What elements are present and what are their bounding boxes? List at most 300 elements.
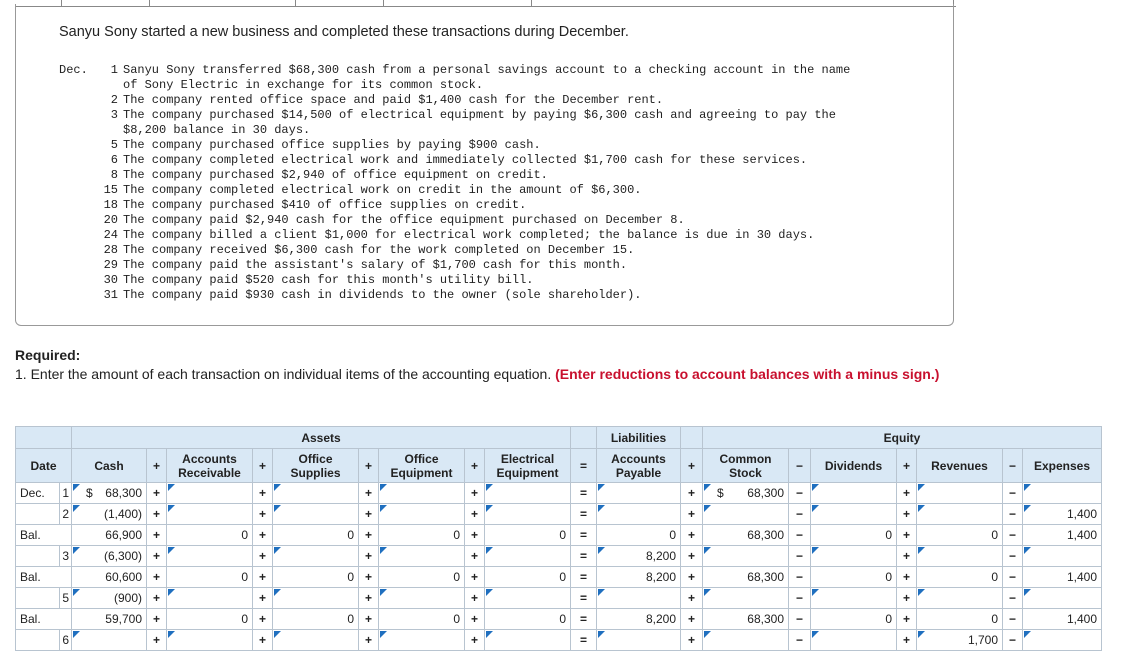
plus-sign: + (147, 609, 167, 630)
dividends-input[interactable] (811, 483, 897, 504)
dividends-input[interactable] (811, 546, 897, 567)
electrical-equipment-value (485, 547, 570, 566)
electrical-equipment-input[interactable] (485, 546, 571, 567)
plus-sign: + (465, 546, 485, 567)
common-stock-value (703, 631, 788, 650)
dollar-sign: $ (86, 486, 93, 500)
input-flag-icon (704, 631, 711, 638)
transaction-day: 5 (110, 138, 118, 152)
cash-balance: 66,900 (72, 525, 147, 546)
plus-sign: + (465, 525, 485, 546)
minus-sign: − (789, 630, 811, 651)
office-supplies-value (273, 547, 358, 566)
plus-sign: + (681, 525, 703, 546)
dividends-input[interactable] (811, 630, 897, 651)
dividends-balance: 0 (811, 525, 897, 546)
transaction-row (16, 588, 1102, 609)
equity-group-header: Equity (703, 427, 1102, 449)
minus-sign: − (1003, 609, 1023, 630)
electrical-equipment-input[interactable] (485, 630, 571, 651)
transaction-text: The company billed a client $1,000 for electrical work completed; the balance is due in 30 days. (123, 228, 815, 242)
transaction-day: 2 (110, 93, 118, 107)
minus-sign: − (789, 483, 811, 504)
revenues-input[interactable] (917, 504, 1003, 525)
transaction-text: The company paid $2,940 cash for the office equipment purchased on December 8. (123, 213, 685, 227)
office-supplies-input[interactable] (273, 546, 359, 567)
input-flag-icon (812, 505, 819, 512)
minus-sign: − (789, 588, 811, 609)
electrical-equipment-value (485, 505, 570, 524)
input-flag-icon (704, 547, 711, 554)
office-equipment-value (379, 589, 464, 608)
input-flag-icon (812, 631, 819, 638)
revenues-balance: 0 (917, 525, 1003, 546)
row-day: 2 (60, 504, 72, 525)
transaction-text: The company received $6,300 cash for the work completed on December 15. (123, 243, 635, 257)
cash-input[interactable] (72, 483, 147, 504)
plus-sign: + (465, 588, 485, 609)
input-flag-icon (704, 505, 711, 512)
office-supplies-input[interactable] (273, 504, 359, 525)
electrical-equipment-input[interactable] (485, 504, 571, 525)
minus-sign: − (1003, 567, 1023, 588)
plus-sign: + (465, 449, 485, 483)
plus-sign: + (253, 630, 273, 651)
transaction-day: 3 (110, 108, 118, 122)
revenues-value (917, 484, 1002, 503)
input-flag-icon (598, 589, 605, 596)
input-flag-icon (1024, 631, 1031, 638)
input-flag-icon (380, 505, 387, 512)
expenses-input[interactable] (1023, 546, 1102, 567)
office-supplies-value (273, 505, 358, 524)
input-flag-icon (380, 484, 387, 491)
office-supplies-balance: 0 (273, 609, 359, 630)
plus-sign: + (897, 567, 917, 588)
dividends-value (811, 505, 896, 524)
electrical-equipment-balance: 0 (485, 567, 571, 588)
input-flag-icon (598, 547, 605, 554)
input-flag-icon (168, 505, 175, 512)
transaction-day: 29 (103, 258, 118, 272)
transaction-text: Sanyu Sony transferred $68,300 cash from a personal savings account to a checking account in the name (123, 63, 851, 77)
plus-sign: + (681, 449, 703, 483)
plus-sign: + (359, 546, 379, 567)
revenues-input[interactable] (917, 483, 1003, 504)
accounts-receivable-value (167, 505, 252, 524)
transaction-day: 8 (110, 168, 118, 182)
plus-sign: + (681, 483, 703, 504)
transaction-text: The company purchased $2,940 of office equipment on credit. (123, 168, 548, 182)
plus-sign: + (253, 588, 273, 609)
expenses-balance: 1,400 (1023, 609, 1102, 630)
plus-sign: + (897, 449, 917, 483)
dividends-value (811, 484, 896, 503)
row-day: 5 (60, 588, 72, 609)
input-flag-icon (812, 589, 819, 596)
input-flag-icon (812, 484, 819, 491)
dollar-sign: $ (717, 486, 724, 500)
plus-sign: + (147, 525, 167, 546)
input-flag-icon (812, 547, 819, 554)
plus-sign: + (681, 567, 703, 588)
plus-sign: + (681, 588, 703, 609)
cash-input[interactable] (72, 504, 147, 525)
equals-sign: = (571, 449, 597, 483)
equals-sign: = (571, 483, 597, 504)
common-stock-value (703, 589, 788, 608)
transaction-text: $8,200 balance in 30 days. (123, 123, 311, 137)
minus-sign: − (1003, 449, 1023, 483)
transaction-text: The company paid $930 cash in dividends to the owner (sole shareholder). (123, 288, 642, 302)
plus-sign: + (147, 546, 167, 567)
plus-sign: + (359, 630, 379, 651)
row-label (16, 504, 60, 525)
common-stock-balance: 68,300 (703, 567, 789, 588)
revenues-input[interactable] (917, 546, 1003, 567)
input-flag-icon (380, 589, 387, 596)
plus-sign: + (681, 609, 703, 630)
row-label: Bal. (16, 567, 72, 588)
row-label: Dec. (16, 483, 60, 504)
plus-sign: + (465, 483, 485, 504)
minus-sign: − (1003, 546, 1023, 567)
plus-sign: + (465, 609, 485, 630)
plus-sign: + (147, 483, 167, 504)
plus-sign: + (147, 504, 167, 525)
plus-sign: + (897, 483, 917, 504)
dividends-value (811, 589, 896, 608)
accounts-payable-input[interactable] (597, 504, 681, 525)
balance-row (16, 567, 1102, 588)
row-day: 6 (60, 630, 72, 651)
minus-sign: − (1003, 504, 1023, 525)
row-label (16, 630, 60, 651)
dividends-value (811, 631, 896, 650)
revenues-value: 1,700 (967, 632, 998, 647)
accounts-receivable-input[interactable] (167, 546, 253, 567)
plus-sign: + (253, 504, 273, 525)
office-equipment-input[interactable] (379, 630, 465, 651)
balance-row (16, 525, 1102, 546)
plus-sign: + (359, 449, 379, 483)
equals-sign: = (571, 588, 597, 609)
office-equipment-balance: 0 (379, 567, 465, 588)
office-supplies-input[interactable] (273, 588, 359, 609)
accounts-receivable-input[interactable] (167, 483, 253, 504)
input-flag-icon (274, 484, 281, 491)
office-equipment-value (379, 505, 464, 524)
office-equipment-balance: 0 (379, 525, 465, 546)
input-flag-icon (918, 505, 925, 512)
transaction-day: 24 (103, 228, 118, 242)
expenses-value: 1,400 (1066, 506, 1097, 521)
equals-sign: = (571, 567, 597, 588)
office-supplies-value (273, 631, 358, 650)
office-equipment-input[interactable] (379, 483, 465, 504)
cash-header: Cash (72, 449, 147, 483)
input-flag-icon (1024, 484, 1031, 491)
accounts-payable-value: 8,200 (645, 548, 676, 563)
dividends-input[interactable] (811, 588, 897, 609)
cash-input[interactable] (72, 546, 147, 567)
transaction-text: The company paid $520 cash for this month's utility bill. (123, 273, 534, 287)
cash-input[interactable] (72, 630, 147, 651)
common-stock-input[interactable] (703, 504, 789, 525)
plus-sign: + (897, 630, 917, 651)
accounts-payable-input[interactable] (597, 630, 681, 651)
common-stock-input[interactable] (703, 546, 789, 567)
input-flag-icon (73, 505, 80, 512)
input-flag-icon (168, 547, 175, 554)
accounts-receivable-balance: 0 (167, 567, 253, 588)
plus-sign: + (359, 567, 379, 588)
plus-sign: + (359, 588, 379, 609)
equals-sign: = (571, 546, 597, 567)
plus-sign: + (465, 567, 485, 588)
input-flag-icon (73, 589, 80, 596)
accounts-receivable-value (167, 547, 252, 566)
plus-sign: + (359, 609, 379, 630)
cash-balance: 60,600 (72, 567, 147, 588)
plus-sign: + (897, 525, 917, 546)
dividends-balance: 0 (811, 567, 897, 588)
required-highlight: (Enter reductions to account balances with a minus sign.) (555, 366, 940, 382)
electrical-equipment-input[interactable] (485, 588, 571, 609)
office-equipment-input[interactable] (379, 504, 465, 525)
office-equipment-balance: 0 (379, 609, 465, 630)
transaction-row (16, 630, 1102, 651)
required-heading: Required: (15, 347, 81, 363)
expenses-value (1023, 547, 1101, 566)
equals-sign: = (571, 504, 597, 525)
input-flag-icon (274, 547, 281, 554)
input-flag-icon (1024, 505, 1031, 512)
revenues-input[interactable] (917, 588, 1003, 609)
accounts-receivable-balance: 0 (167, 609, 253, 630)
accounts-payable-input[interactable] (597, 483, 681, 504)
row-day: 1 (60, 483, 72, 504)
row-label (16, 588, 60, 609)
plus-sign: + (897, 588, 917, 609)
row-label: Bal. (16, 525, 72, 546)
equals-sign: = (571, 525, 597, 546)
cash-value: (1,400) (103, 506, 142, 521)
expenses-value (1023, 484, 1101, 503)
expenses-input[interactable] (1023, 504, 1102, 525)
row-day: 3 (60, 546, 72, 567)
plus-sign: + (253, 609, 273, 630)
minus-sign: − (789, 567, 811, 588)
office-supplies-input[interactable] (273, 483, 359, 504)
transaction-text: The company rented office space and paid $1,400 cash for the December rent. (123, 93, 664, 107)
expenses-header: Expenses (1023, 449, 1102, 483)
minus-sign: − (789, 449, 811, 483)
input-flag-icon (73, 484, 80, 491)
common-stock-balance: 68,300 (703, 525, 789, 546)
input-flag-icon (274, 631, 281, 638)
plus-sign: + (681, 630, 703, 651)
transaction-day: 30 (103, 273, 118, 287)
revenues-value (917, 547, 1002, 566)
accounts-receivable-value (167, 484, 252, 503)
accounts-receivable-balance: 0 (167, 525, 253, 546)
input-flag-icon (918, 484, 925, 491)
input-flag-icon (73, 547, 80, 554)
office-supplies-header: Office Supplies (273, 449, 359, 483)
input-flag-icon (704, 484, 711, 491)
equals-sign: = (571, 630, 597, 651)
plus-sign: + (359, 504, 379, 525)
problem-intro: Sanyu Sony started a new business and completed these transactions during December. (59, 24, 629, 40)
input-flag-icon (168, 631, 175, 638)
revenues-balance: 0 (917, 567, 1003, 588)
electrical-equipment-value (485, 484, 570, 503)
input-flag-icon (486, 631, 493, 638)
accounts-receivable-input[interactable] (167, 504, 253, 525)
office-equipment-value (379, 631, 464, 650)
input-flag-icon (486, 505, 493, 512)
office-equipment-input[interactable] (379, 546, 465, 567)
input-flag-icon (918, 589, 925, 596)
accounts-receivable-value (167, 589, 252, 608)
common-stock-header: Common Stock (703, 449, 789, 483)
input-flag-icon (486, 484, 493, 491)
electrical-equipment-balance: 0 (485, 609, 571, 630)
electrical-equipment-header: Electrical Equipment (485, 449, 571, 483)
expenses-input[interactable] (1023, 630, 1102, 651)
common-stock-balance: 68,300 (703, 609, 789, 630)
dividends-header: Dividends (811, 449, 897, 483)
plus-sign: + (253, 449, 273, 483)
transaction-text: The company purchased $14,500 of electrical equipment by paying $6,300 cash and agreeing to pay the (123, 108, 836, 122)
liabilities-group-header: Liabilities (597, 427, 681, 449)
electrical-equipment-value (485, 631, 570, 650)
transaction-day: 15 (103, 183, 118, 197)
transaction-text: The company paid the assistant's salary of $1,700 cash for this month. (123, 258, 628, 272)
expenses-input[interactable] (1023, 483, 1102, 504)
dividends-input[interactable] (811, 504, 897, 525)
office-equipment-value (379, 484, 464, 503)
office-supplies-input[interactable] (273, 630, 359, 651)
revenues-input[interactable] (917, 630, 1003, 651)
minus-sign: − (1003, 525, 1023, 546)
office-equipment-input[interactable] (379, 588, 465, 609)
accounts-receivable-input[interactable] (167, 588, 253, 609)
expenses-input[interactable] (1023, 588, 1102, 609)
electrical-equipment-balance: 0 (485, 525, 571, 546)
transaction-text: The company purchased $410 of office supplies on credit. (123, 198, 527, 212)
plus-sign: + (253, 546, 273, 567)
cash-value: 68,300 (105, 485, 142, 500)
input-flag-icon (598, 484, 605, 491)
electrical-equipment-input[interactable] (485, 483, 571, 504)
transaction-day: 31 (103, 288, 118, 302)
revenues-value (917, 589, 1002, 608)
plus-sign: + (147, 567, 167, 588)
input-flag-icon (598, 631, 605, 638)
input-flag-icon (380, 547, 387, 554)
accounts-payable-balance: 8,200 (597, 567, 681, 588)
transaction-text: of Sony Electric in exchange for its common stock. (123, 78, 484, 92)
plus-sign: + (897, 609, 917, 630)
common-stock-input[interactable] (703, 630, 789, 651)
input-flag-icon (918, 547, 925, 554)
balance-row (16, 609, 1102, 630)
office-supplies-balance: 0 (273, 525, 359, 546)
plus-sign: + (253, 567, 273, 588)
plus-sign: + (147, 449, 167, 483)
accounts-receivable-input[interactable] (167, 630, 253, 651)
office-equipment-header: Office Equipment (379, 449, 465, 483)
input-flag-icon (380, 631, 387, 638)
dividends-value (811, 547, 896, 566)
accounts-payable-input[interactable] (597, 546, 681, 567)
plus-sign: + (897, 504, 917, 525)
input-flag-icon (73, 631, 80, 638)
accounts-receivable-value (167, 631, 252, 650)
common-stock-value (703, 547, 788, 566)
expenses-value (1023, 631, 1101, 650)
row-label (16, 546, 60, 567)
plus-sign: + (253, 525, 273, 546)
expenses-balance: 1,400 (1023, 567, 1102, 588)
common-stock-value (703, 505, 788, 524)
cash-input[interactable] (72, 588, 147, 609)
revenues-balance: 0 (917, 609, 1003, 630)
accounts-receivable-header: Accounts Receivable (167, 449, 253, 483)
input-flag-icon (274, 589, 281, 596)
plus-sign: + (465, 504, 485, 525)
minus-sign: − (789, 609, 811, 630)
office-supplies-value (273, 589, 358, 608)
input-flag-icon (486, 589, 493, 596)
accounts-payable-value (597, 589, 680, 608)
row-label: Bal. (16, 609, 72, 630)
input-flag-icon (1024, 547, 1031, 554)
transaction-day: 18 (103, 198, 118, 212)
plus-sign: + (681, 504, 703, 525)
plus-sign: + (897, 546, 917, 567)
input-flag-icon (704, 589, 711, 596)
transaction-row (16, 504, 1102, 525)
minus-sign: − (789, 546, 811, 567)
office-supplies-balance: 0 (273, 567, 359, 588)
office-supplies-value (273, 484, 358, 503)
plus-sign: + (359, 483, 379, 504)
cash-value: (6,300) (103, 548, 142, 563)
common-stock-input[interactable] (703, 483, 789, 504)
input-flag-icon (168, 484, 175, 491)
equals-sign: = (571, 609, 597, 630)
input-flag-icon (274, 505, 281, 512)
minus-sign: − (1003, 630, 1023, 651)
common-stock-value: 68,300 (747, 485, 784, 500)
transaction-day: 20 (103, 213, 118, 227)
common-stock-input[interactable] (703, 588, 789, 609)
input-flag-icon (598, 505, 605, 512)
accounts-payable-value (597, 484, 680, 503)
transaction-text: The company completed electrical work on credit in the amount of $6,300. (123, 183, 642, 197)
accounts-payable-value (597, 505, 680, 524)
accounts-payable-input[interactable] (597, 588, 681, 609)
transaction-day: 6 (110, 153, 118, 167)
plus-sign: + (147, 630, 167, 651)
input-flag-icon (918, 631, 925, 638)
transaction-text: The company completed electrical work and immediately collected $1,700 cash for these services. (123, 153, 808, 167)
accounts-payable-balance: 8,200 (597, 609, 681, 630)
date-header: Date (16, 449, 72, 483)
